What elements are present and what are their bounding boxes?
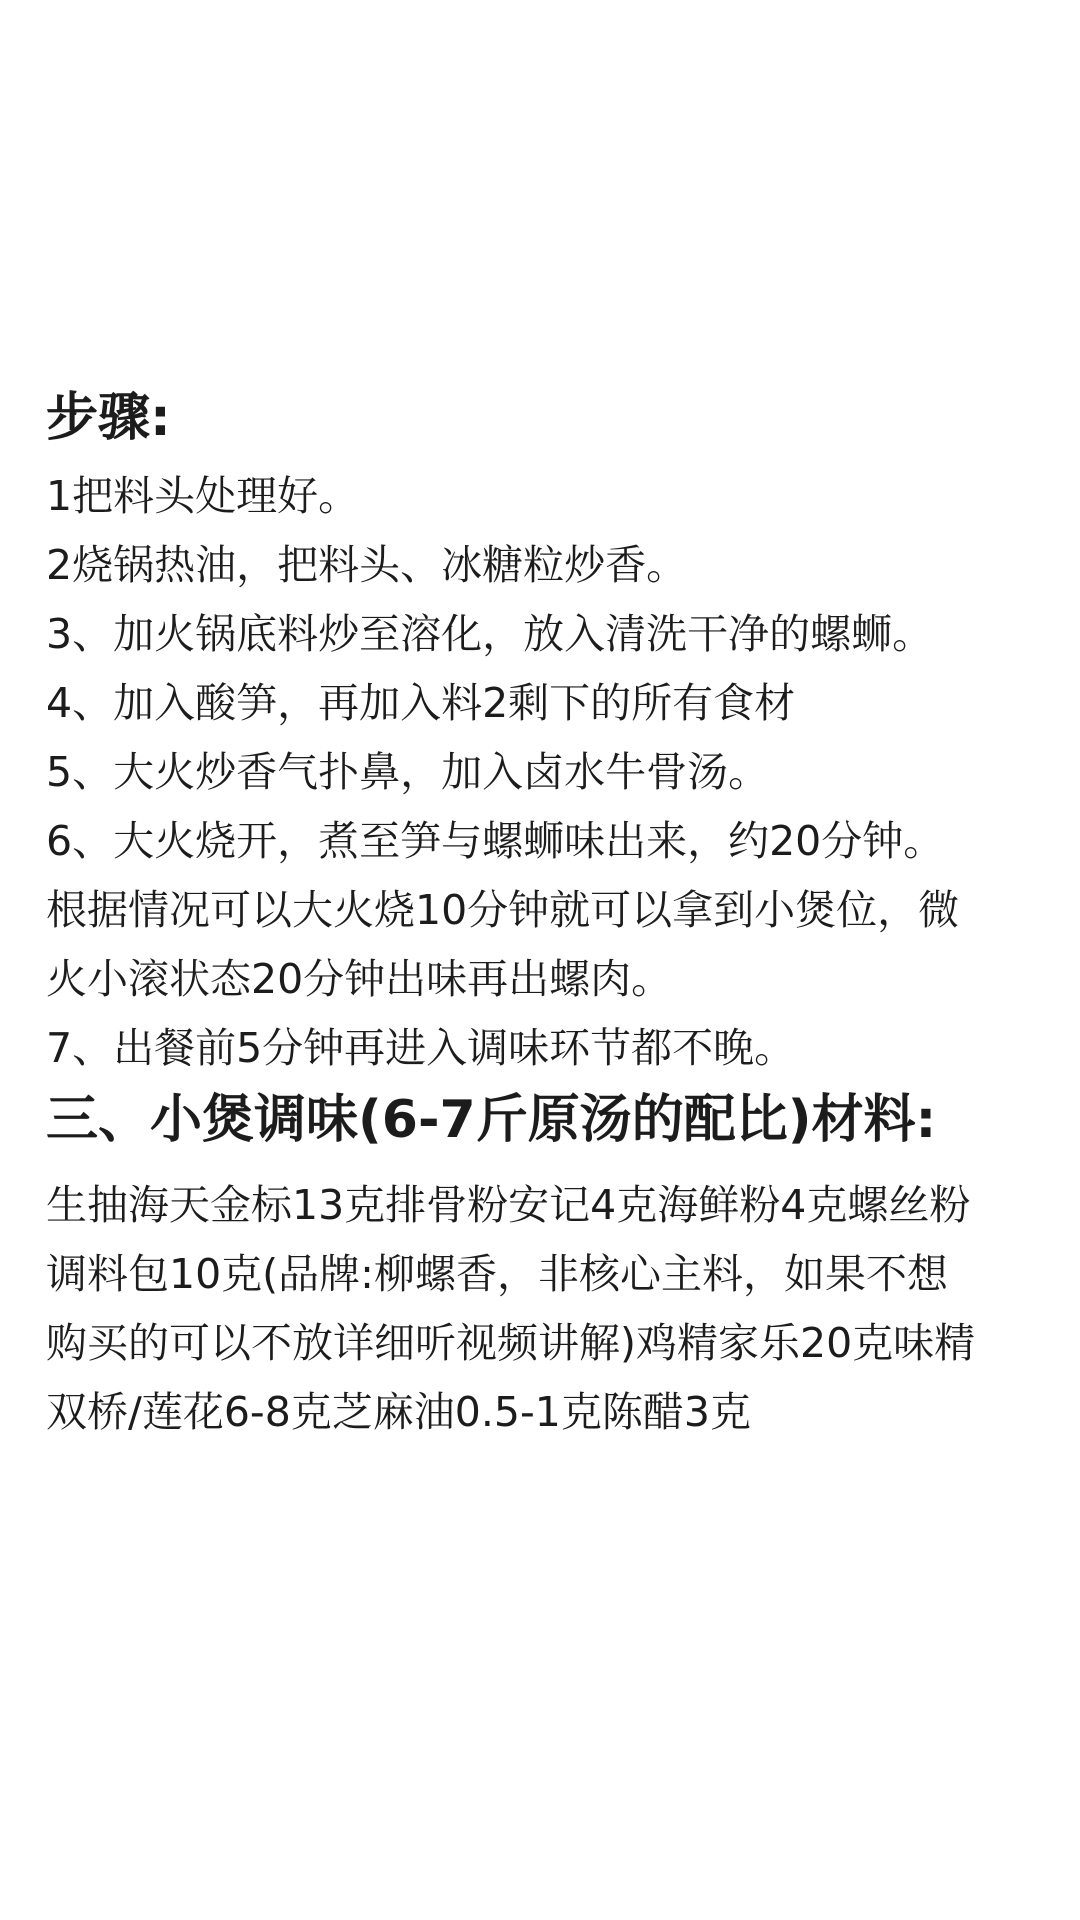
materials-line-4: 双桥/莲花6-8克芝麻油0.5-1克陈醋3克 (46, 1388, 751, 1436)
materials-line-1: 生抽海天金标13克排骨粉安记4克海鲜粉4克螺丝粉 (46, 1181, 971, 1229)
step-line-3: 3、加火锅底料炒至溶化，放入清洗干净的螺蛳。 (46, 610, 934, 658)
step-line-1: 1把料头处理好。 (46, 472, 360, 520)
step-line-6: 6、大火烧开，煮至笋与螺蛳味出来，约20分钟。 (46, 817, 945, 865)
step-line-2: 2烧锅热油，把料头、冰糖粒炒香。 (46, 541, 688, 589)
steps-heading: 步骤: (46, 388, 171, 448)
seasoning-section-heading: 三、小煲调味(6-7斤原汤的配比)材料: (46, 1090, 937, 1150)
step-line-6-note-a: 根据情况可以大火烧10分钟就可以拿到小煲位，微 (46, 886, 960, 934)
step-line-7: 7、出餐前5分钟再进入调味环节都不晚。 (46, 1024, 796, 1072)
step-line-6-note-b: 火小滚状态20分钟出味再出螺肉。 (46, 955, 673, 1003)
step-line-4: 4、加入酸笋，再加入料2剩下的所有食材 (46, 679, 796, 727)
materials-line-3: 购买的可以不放详细听视频讲解)鸡精家乐20克味精 (46, 1319, 976, 1367)
materials-text (46, 1171, 1046, 1447)
recipe-document (46, 382, 1046, 1447)
materials-line-2: 调料包10克(品牌:柳螺香，非核心主料，如果不想 (46, 1250, 948, 1298)
step-line-5: 5、大火炒香气扑鼻，加入卤水牛骨汤。 (46, 748, 770, 796)
steps-list (46, 462, 1046, 1083)
